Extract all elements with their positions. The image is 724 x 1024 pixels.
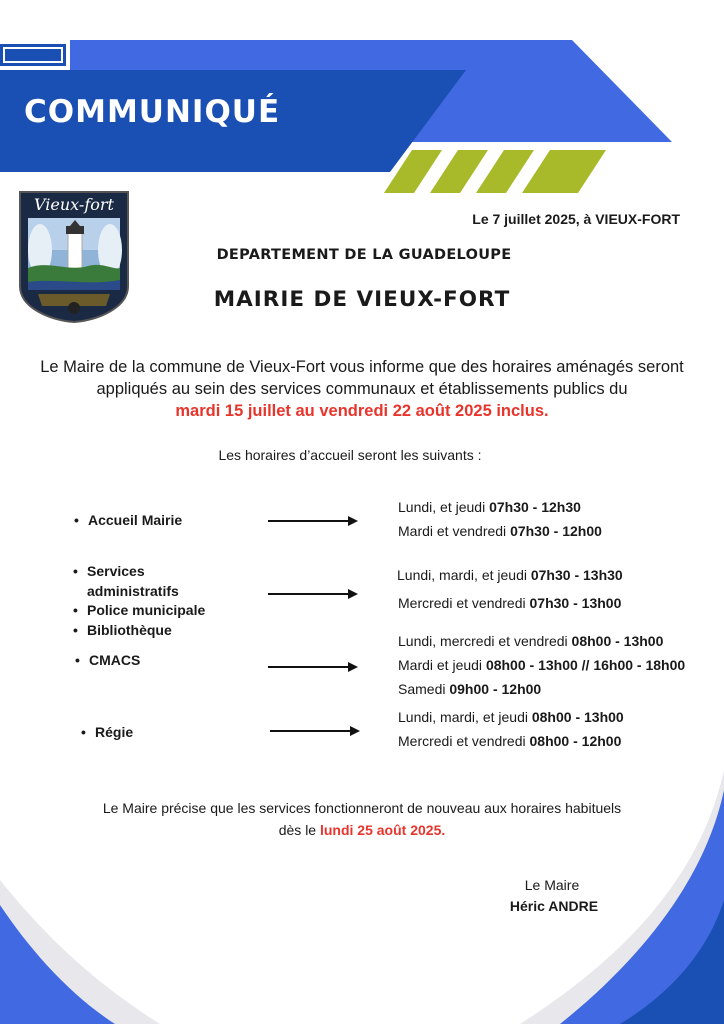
outro-text: Le Maire précise que les services fonctionneront de nouveau aux horaires habituels	[102, 800, 622, 816]
schedule-line: Mercredi et vendredi 07h30 - 13h00	[398, 595, 622, 611]
service-label-bibliotheque: • Bibliothèque	[87, 620, 172, 640]
service-label-police: • Police municipale	[87, 600, 205, 620]
service-label-regie: • Régie	[95, 722, 133, 742]
arrow-icon	[270, 724, 362, 738]
schedule-line: Mardi et vendredi 07h30 - 12h00	[398, 523, 602, 539]
arrow-icon	[268, 587, 360, 601]
page-title: COMMUNIQUÉ	[24, 94, 281, 130]
green-stripe	[476, 150, 534, 193]
outro-paragraph	[40, 797, 684, 841]
signature-role: Le Maire	[524, 877, 580, 893]
intro-paragraph	[40, 356, 684, 422]
outro-date: lundi 25 août 2025.	[319, 822, 446, 838]
svg-text:Vieux-fort: Vieux-fort	[34, 195, 114, 214]
schedule-line: Lundi, mercredi et vendredi 08h00 - 13h00	[398, 633, 664, 649]
arrow-icon	[268, 514, 360, 528]
schedule-line: Lundi, et jeudi 07h30 - 12h30	[398, 499, 581, 515]
department-heading: DEPARTEMENT DE LA GUADELOUPE	[216, 247, 512, 263]
schedule-line: Lundi, mardi, et jeudi 07h30 - 13h30	[397, 567, 623, 583]
schedule-line: Mardi et jeudi 08h00 - 13h00 // 16h00 - 18h00	[398, 657, 686, 673]
mairie-heading: MAIRIE DE VIEUX-FORT	[213, 287, 511, 312]
intro-period: mardi 15 juillet au vendredi 22 août 2025 inclus.	[175, 402, 549, 420]
arrow-icon	[268, 660, 360, 674]
schedule-line: Lundi, mardi, et jeudi 08h00 - 13h00	[398, 709, 624, 725]
intro-text: Le Maire de la commune de Vieux-Fort vous informe que des horaires aménagés seront appliqués au sein des services communaux et établissements publics du	[40, 358, 684, 398]
hours-intro: Les horaires d’accueil seront les suivants :	[218, 447, 482, 463]
green-stripe	[522, 150, 606, 193]
schedule-line: Samedi 09h00 - 12h00	[398, 681, 542, 697]
service-label-accueil: • Accueil Mairie	[88, 510, 182, 530]
service-label-admin: • Services administratifs	[87, 561, 227, 601]
service-label-cmacs: • CMACS	[89, 650, 140, 670]
schedule-line: Mercredi et vendredi 08h00 - 12h00	[398, 733, 622, 749]
green-stripe	[430, 150, 488, 193]
outro-text-2: dès le	[278, 822, 320, 838]
signature-name: Héric ANDRE	[509, 898, 599, 914]
date-line: Le 7 juillet 2025, à VIEUX-FORT	[472, 211, 680, 227]
